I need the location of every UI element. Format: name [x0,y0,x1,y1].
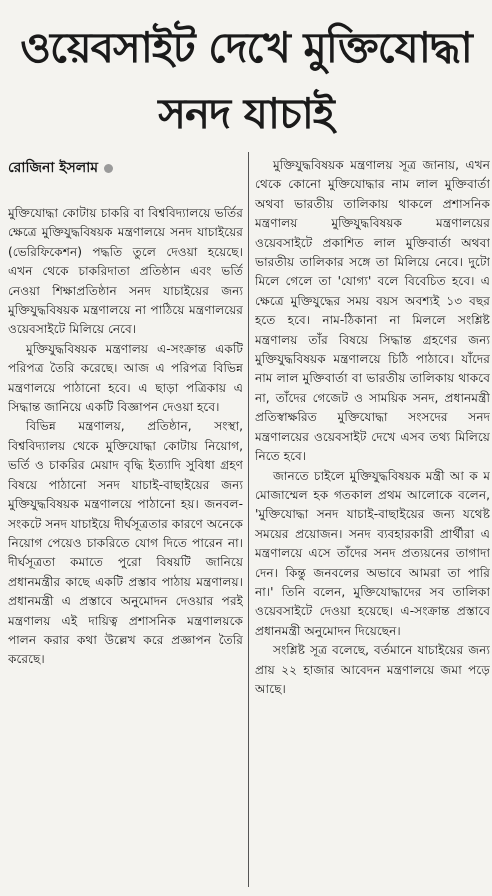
byline-dot-icon [104,164,113,173]
paragraph: মুক্তিযুদ্ধবিষয়ক মন্ত্রণালয় সূত্র জানায়, এখন থেকে কোনো মুক্তিযোদ্ধার নাম লাল মুক্তিবার্তা অথবা ভারতীয় তালিকায় থাকলে প্রশাসনিক মন্ত্রণালয় মুক্তিযুদ্ধবিষয়ক মন্ত্রণালয়ের ওয়েবসাইটে প্রকাশিত লাল মুক্তিবার্তা অথবা ভারতীয় তালিকার সঙ্গে তা মিলিয়ে নেবে। দুটো মিলে গেলে তা 'যোগ্য' বলে বিবেচিত হবে। এ ক্ষেত্রে মুক্তিযুদ্ধের সময় বয়স অবশ্যই ১৩ বছর হতে হবে। নাম-ঠিকানা না মিললে সংশ্লিষ্ট মন্ত্রণালয় তাঁর বিষয়ে সিদ্ধান্ত গ্রহণের জন্য মুক্তিযুদ্ধবিষয়ক মন্ত্রণালয়ে চিঠি পাঠাবে। যাঁদের নাম লাল মুক্তিবার্তা বা ভারতীয় তালিকায় থাকবে না, তাঁদের গেজেট ও সাময়িক সনদ, প্রধানমন্ত্রী প্রতিস্বাক্ষরিত মুক্তিযোদ্ধা সংসদের সনদ মন্ত্রণালয়ের ওয়েবসাইট দেখে এসব তথ্য মিলিয়ে নিতে হবে। [255,158,490,464]
headline-line-1: ওয়েবসাইট দেখে মুক্তিযোদ্ধা [20,23,472,72]
paragraph: সংশ্লিষ্ট সূত্র বলেছে, বর্তমানে যাচাইয়ের জন্য প্রায় ২২ হাজার আবেদন মন্ত্রণালয়ে জমা পড়ে আছে। [255,643,490,696]
paragraph: মুক্তিযোদ্ধা কোটায় চাকরি বা বিশ্ববিদ্যালয়ে ভর্তির ক্ষেত্রে মুক্তিযুদ্ধবিষয়ক মন্ত্রণালয়ে সনদ যাচাইয়ের (ভেরিফিকেশন) পদ্ধতি তুলে দেওয়া হয়েছে। এখন থেকে চাকরিদাতা প্রতিষ্ঠান এবং ভর্তি নেওয়া শিক্ষাপ্রতিষ্ঠান সনদ যাচাইয়ের জন্য মুক্তিযুদ্ধবিষয়ক মন্ত্রণালয়ে না পাঠিয়ে মন্ত্রণালয়ের ওয়েবসাইটে মিলিয়ে নেবে। [8,206,243,337]
paragraph: বিভিন্ন মন্ত্রণালয়, প্রতিষ্ঠান, সংস্থা, বিশ্ববিদ্যালয় থেকে মুক্তিযোদ্ধা কোটায় নিয়োগ, ভর্তি ও চাকরির মেয়াদ বৃদ্ধি ইত্যাদি সুবিধা গ্রহণ বিষয়ে পাঠানো সনদ যাচাই-বাছাইয়ের জন্য মুক্তিযুদ্ধবিষয়ক মন্ত্রণালয়ে পাঠানো হয়। জনবল-সংকটে সনদ যাচাইয়ে দীর্ঘসূত্রতার কারণে অনেকে নিয়োগ পেয়েও চাকরিতে যোগ দিতে পারেন না। দীর্ঘসূত্রতা কমাতে পুরো বিষয়টি জানিয়ে প্রধানমন্ত্রীর কাছে একটি প্রস্তাব পাঠায় মন্ত্রণালয়। প্রধানমন্ত্রী এ প্রস্তাবে অনুমোদন দেওয়ার পরই মন্ত্রণালয় এই দায়িত্ব প্রশাসনিক মন্ত্রণালয়কে পালন করার কথা উল্লেখ করে প্রজ্ঞাপন তৈরি করেছে। [8,419,243,667]
headline-line-2: সনদ যাচাই [158,89,334,138]
article-column-right [255,156,490,888]
headline [0,0,492,150]
paragraph: জানতে চাইলে মুক্তিযুদ্ধবিষয়ক মন্ত্রী আ ক ম মোজাম্মেল হক গতকাল প্রথম আলোকে বলেন, 'মুক্তিযোদ্ধা সনদ যাচাই-বাছাইয়ের জন্য যথেষ্ট সময়ের প্রয়োজন। সনদ ব্যবহারকারী প্রার্থীরা এ মন্ত্রণালয়ে এসে তাঁদের সনদ প্রত্যয়নের তাগাদা দেন। কিন্তু জনবলের অভাবে আমরা তা পারি না।' তিনি বলেন, মুক্তিযোদ্ধাদের সব তালিকা ওয়েবসাইটে দেওয়া হয়েছে। এ-সংক্রান্ত প্রস্তাবে প্রধানমন্ত্রী অনুমোদন দিয়েছেন। [255,468,490,638]
author-name: রোজিনা ইসলাম [8,160,99,176]
paragraph: মুক্তিযুদ্ধবিষয়ক মন্ত্রণালয় এ-সংক্রান্ত একটি পরিপত্র তৈরি করেছে। আজ এ পরিপত্র বিভিন্ন মন্ত্রণালয়ে পাঠানো হবে। এ ছাড়া পত্রিকায় এ সিদ্ধান্ত জানিয়ে একটি বিজ্ঞাপন দেওয়া হবে। [8,341,243,415]
column-divider [248,152,249,887]
article-column-left [8,204,243,888]
byline [8,158,248,178]
